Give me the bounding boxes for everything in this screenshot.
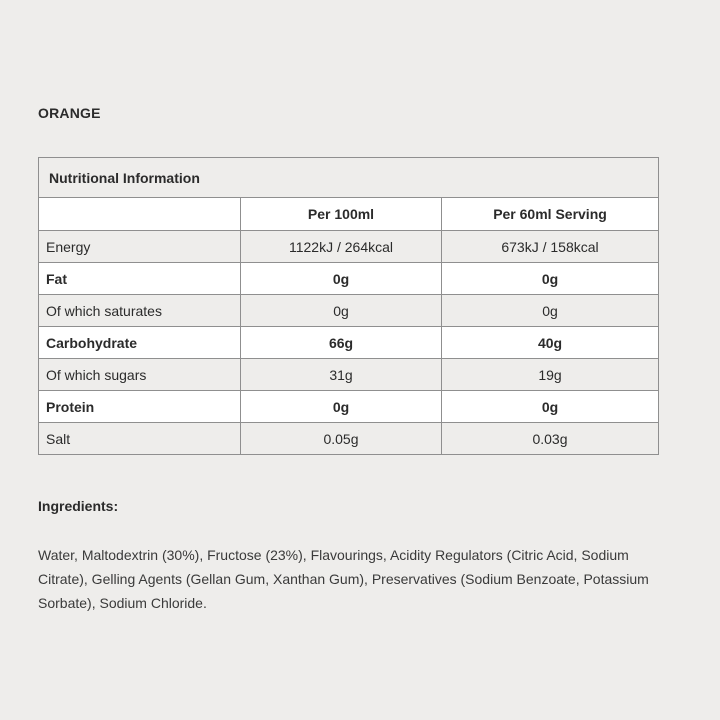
row-per-serving: 0g [442, 263, 659, 295]
row-per-100ml: 0.05g [241, 423, 442, 455]
row-label: Carbohydrate [39, 327, 241, 359]
row-per-100ml: 0g [241, 295, 442, 327]
row-per-serving: 0.03g [442, 423, 659, 455]
table-row-carbohydrate [39, 327, 659, 359]
row-per-serving: 673kJ / 158kcal [442, 231, 659, 263]
row-per-100ml: 0g [241, 391, 442, 423]
row-label: Salt [39, 423, 241, 455]
row-per-100ml: 1122kJ / 264kcal [241, 231, 442, 263]
nutrition-table [38, 157, 659, 455]
row-per-100ml: 0g [241, 263, 442, 295]
row-label: Energy [39, 231, 241, 263]
table-row-protein [39, 391, 659, 423]
row-label: Of which sugars [39, 359, 241, 391]
row-per-serving: 40g [442, 327, 659, 359]
row-per-serving: 19g [442, 359, 659, 391]
row-label: Of which saturates [39, 295, 241, 327]
row-label: Protein [39, 391, 241, 423]
row-per-100ml: 31g [241, 359, 442, 391]
ingredients-heading: Ingredients: [38, 498, 119, 514]
row-per-serving: 0g [442, 295, 659, 327]
row-per-100ml: 66g [241, 327, 442, 359]
row-label: Fat [39, 263, 241, 295]
table-header-row [39, 198, 659, 231]
table-title: Nutritional Information [39, 158, 659, 198]
header-per-100ml: Per 100ml [241, 198, 442, 231]
table-row-salt [39, 423, 659, 455]
row-per-serving: 0g [442, 391, 659, 423]
ingredients-text: Water, Maltodextrin (30%), Fructose (23%), Flavourings, Acidity Regulators (Citric Acid, Sodium Citrate), Gelling Agents (Gellan Gum, Xanthan Gum), Preservatives (Sodium Benzoate, Potassium Sorbate), Sodium Chloride. [38, 547, 649, 611]
table-row-energy [39, 231, 659, 263]
table-title-row [39, 158, 659, 198]
table-row-fat [39, 263, 659, 295]
table-row-sugars [39, 359, 659, 391]
table-row-saturates [39, 295, 659, 327]
header-per-serving: Per 60ml Serving [442, 198, 659, 231]
flavour-title: ORANGE [38, 105, 101, 121]
header-empty [39, 198, 241, 231]
